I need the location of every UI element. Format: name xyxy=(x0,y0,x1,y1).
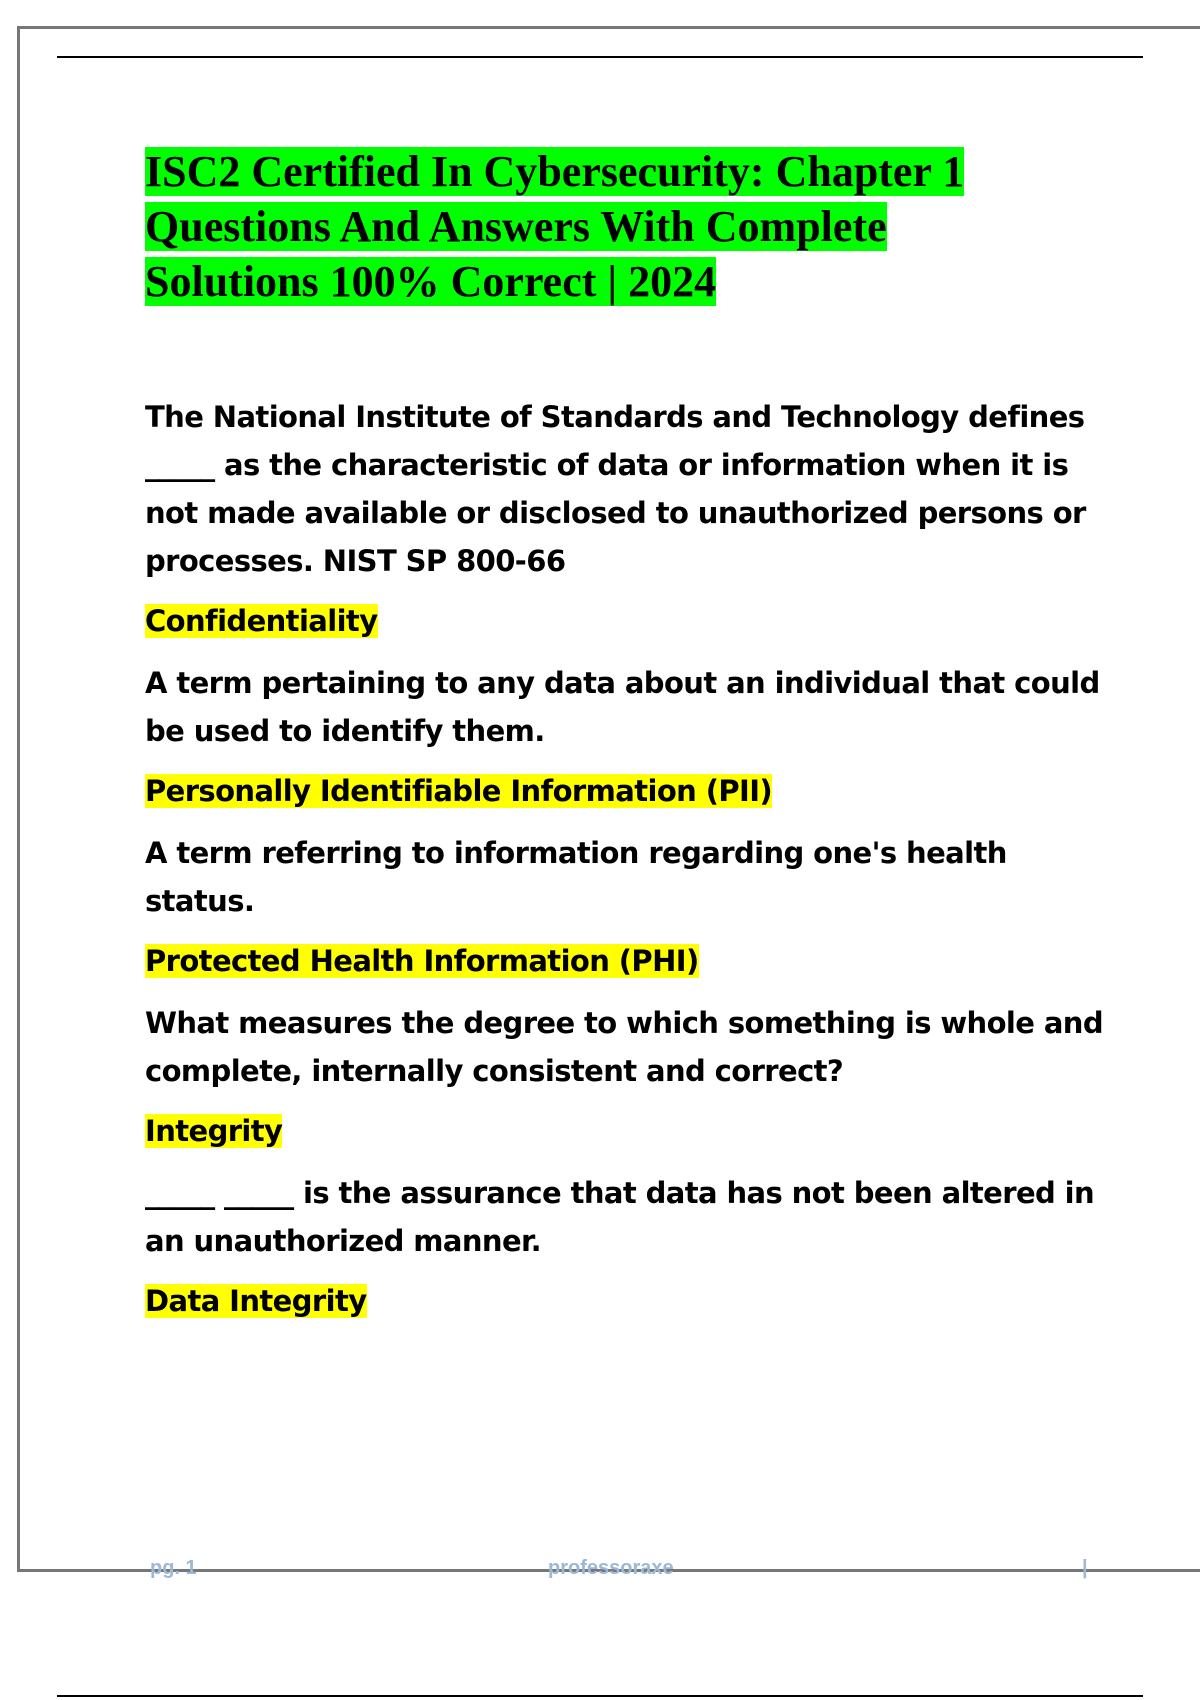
document-title xyxy=(145,144,1065,309)
answer-2 xyxy=(145,769,1105,813)
footer-separator: | xyxy=(1082,1557,1088,1579)
answer-4 xyxy=(145,1109,1105,1153)
question-3: A term referring to information regarding one's health status. xyxy=(145,836,1007,918)
header-rule xyxy=(57,56,1143,58)
answer-4-text: Integrity xyxy=(145,1114,283,1148)
question-2: A term pertaining to any data about an individual that could be used to identify them. xyxy=(145,666,1100,748)
answer-2-text: Personally Identifiable Information (PII) xyxy=(145,774,773,808)
answer-1-text: Confidentiality xyxy=(145,604,378,638)
footer-author: professoraxe xyxy=(548,1557,674,1579)
answer-3 xyxy=(145,939,1105,983)
answer-5 xyxy=(145,1279,1105,1323)
answer-5-text: Data Integrity xyxy=(145,1284,367,1318)
answer-1 xyxy=(145,599,1105,643)
qa-list xyxy=(145,393,1105,1323)
bottom-rule xyxy=(57,1695,1143,1697)
answer-3-text: Protected Health Information (PHI) xyxy=(145,944,699,978)
question-5: _____ _____ is the assurance that data has not been altered in an unauthorized manner. xyxy=(145,1176,1095,1258)
footer-page-number: pg. 1 xyxy=(150,1557,197,1579)
document-title-text: ISC2 Certified In Cybersecurity: Chapter 1 Questions And Answers With Complete Solutions 100% Correct | 2024 xyxy=(145,147,965,306)
question-1: The National Institute of Standards and Technology defines _____ as the characteristic of data or information when it is not made available or disclosed to unauthorized persons or processes. NIST SP 800-66 xyxy=(145,400,1086,578)
question-4: What measures the degree to which something is whole and complete, internally consistent and correct? xyxy=(145,1006,1103,1088)
document-body xyxy=(145,144,1105,1339)
